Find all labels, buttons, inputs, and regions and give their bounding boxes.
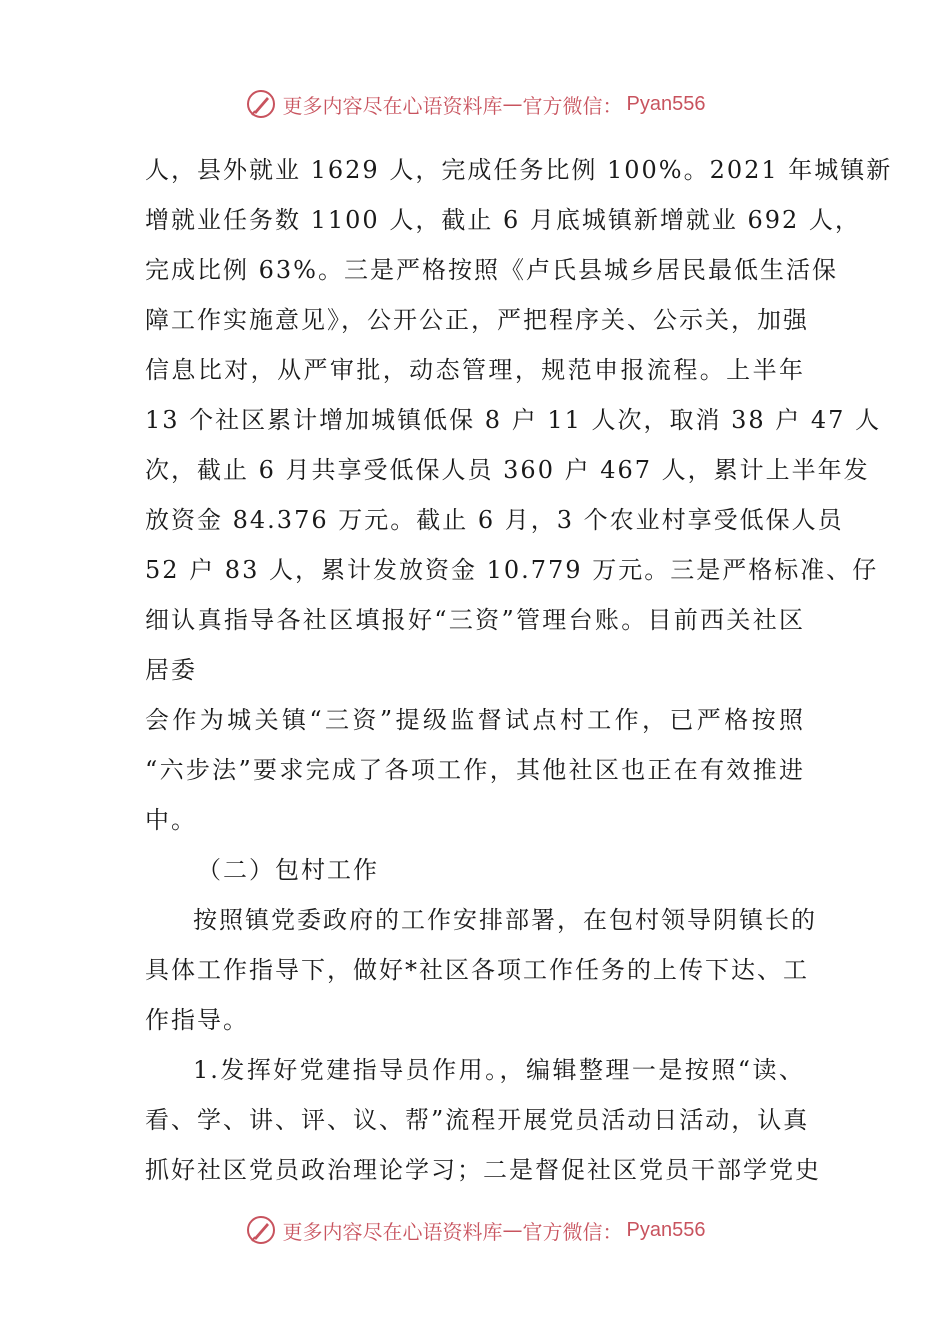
body-line: 信息比对，从严审批，动态管理，规范申报流程。上半年 <box>145 356 805 384</box>
quill-pen-logo-icon <box>245 88 277 120</box>
body-line: 1.发挥好党建指导员作用。，编辑整理一是按照“读、 <box>193 1056 805 1084</box>
body-line: 中。 <box>145 806 197 834</box>
watermark-brand: 更多内容尽在心语资料库 <box>282 1219 503 1244</box>
watermark-official: 官方微信： <box>522 93 623 118</box>
body-line: 抓好社区党员政治理论学习；二是督促社区党员干部学党史 <box>145 1156 821 1184</box>
watermark-wechat-id: Pyan556 <box>626 1218 706 1241</box>
body-line: 障工作实施意见》，公开公正，严把程序关、公示关，加强 <box>145 306 809 334</box>
body-line: 会作为城关镇“三资”提级监督试点村工作，已严格按照 <box>145 706 805 734</box>
watermark-brand: 更多内容尽在心语资料库 <box>282 93 503 118</box>
body-line: 完成比例 63%。三是严格按照《卢氏县城乡居民最低生活保 <box>145 256 838 284</box>
body-line: 按照镇党委政府的工作安排部署，在包村领导阴镇长的 <box>193 906 817 934</box>
body-line: 增就业任务数 1100 人，截止 6 月底城镇新增就业 692 人， <box>145 206 861 234</box>
watermark-separator: — <box>502 92 523 116</box>
body-line: 放资金 84.376 万元。截止 6 月，3 个农业村享受低保人员 <box>145 506 844 534</box>
body-line: 居委 <box>145 656 197 684</box>
body-line: 人，县外就业 1629 人，完成任务比例 100%。2021 年城镇新 <box>145 156 893 184</box>
watermark-footer <box>0 1210 950 1250</box>
watermark-separator: — <box>502 1218 523 1242</box>
body-line: 作指导。 <box>145 1006 249 1034</box>
watermark-official: 官方微信： <box>522 1219 623 1244</box>
body-line: 细认真指导各社区填报好“三资”管理台账。目前西关社区 <box>145 606 805 634</box>
quill-pen-logo-icon <box>245 1214 277 1246</box>
document-body <box>145 145 893 1195</box>
body-line: 52 户 83 人，累计发放资金 10.779 万元。三是严格标准、仔 <box>145 556 879 584</box>
watermark-header <box>0 84 950 124</box>
body-line: “六步法”要求完成了各项工作，其他社区也正在有效推进 <box>145 756 805 784</box>
body-line: 13 个社区累计增加城镇低保 8 户 11 人次，取消 38 户 47 人 <box>145 406 882 434</box>
watermark-wechat-id: Pyan556 <box>626 92 706 115</box>
section-heading: （二）包村工作 <box>197 856 379 884</box>
body-line: 具体工作指导下，做好*社区各项工作任务的上传下达、工 <box>145 956 809 984</box>
body-line: 次，截止 6 月共享受低保人员 360 户 467 人，累计上半年发 <box>145 456 870 484</box>
body-line: 看、学、讲、评、议、帮”流程开展党员活动日活动，认真 <box>145 1106 810 1134</box>
